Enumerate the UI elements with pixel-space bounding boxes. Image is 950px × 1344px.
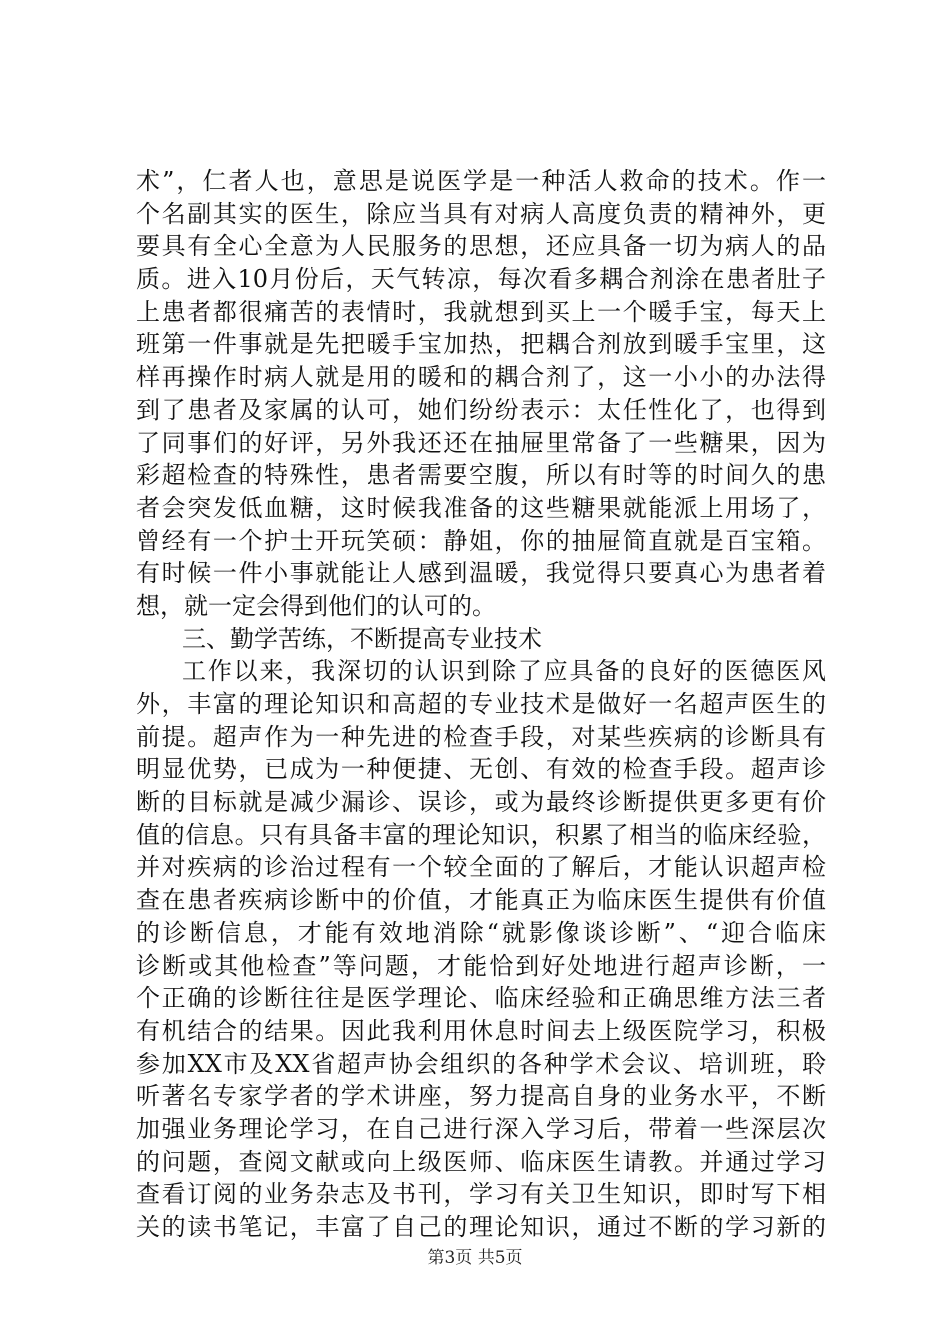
text-line: 诊断或其他检查”等问题，才能恰到好处地进行超声诊断，一 <box>136 951 826 980</box>
text-line: 彩超检查的特殊性，患者需要空腹，所以有时等的时间久的患 <box>136 461 826 490</box>
text-line: 查在患者疾病诊断中的价值，才能真正为临床医生提供有价值 <box>136 886 826 915</box>
text-line: 要具有全心全意为人民服务的思想，还应具备一切为病人的品 <box>136 232 826 261</box>
text-line: 并对疾病的诊治过程有一个较全面的了解后，才能认识超声检 <box>136 853 826 882</box>
text-line: 的问题，查阅文献或向上级医师、临床医生请教。并通过学习 <box>136 1147 826 1176</box>
text-line: 前提。超声作为一种先进的检查手段，对某些疾病的诊断具有 <box>136 722 826 751</box>
text-line: 听著名专家学者的学术讲座，努力提高自身的业务水平，不断 <box>136 1082 826 1111</box>
text-line: 质。进入10月份后，天气转凉，每次看多耦合剂涂在患者肚子 <box>136 265 826 294</box>
text-line: 外，丰富的理论知识和高超的专业技术是做好一名超声医生的 <box>136 690 826 718</box>
text-line: 有时候一件小事就能让人感到温暖，我觉得只要真心为患者着 <box>136 559 826 588</box>
text-line: 样再操作时病人就是用的暖和的耦合剂了，这一小小的办法得 <box>136 363 826 392</box>
paragraph-first-line: 工作以来，我深切的认识到除了应具备的良好的医德医风 <box>182 657 826 686</box>
text-line: 明显优势，已成为一种便捷、无创、有效的检查手段。超声诊 <box>136 755 826 784</box>
text-line: 有机结合的结果。因此我利用休息时间去上级医院学习，积极 <box>136 1016 826 1045</box>
body-text <box>136 165 826 1244</box>
text-line: 班第一件事就是先把暖手宝加热，把耦合剂放到暖手宝里，这 <box>136 330 826 359</box>
text-line: 曾经有一个护士开玩笑硕：静姐，你的抽屉简直就是百宝箱。 <box>136 526 826 555</box>
text-line: 参加XX市及XX省超声协会组织的各种学术会议、培训班，聆 <box>136 1049 826 1078</box>
section-heading: 三、勤学苦练，不断提高专业技术 <box>182 624 542 653</box>
text-line: 查看订阅的业务杂志及书刊，学习有关卫生知识，即时写下相 <box>136 1180 826 1209</box>
text-line: 个名副其实的医生，除应当具有对病人高度负责的精神外，更 <box>136 199 826 228</box>
text-line: 想，就一定会得到他们的认可的。 <box>136 591 496 620</box>
text-line: 到了患者及家属的认可，她们纷纷表示：太任性化了，也得到 <box>136 395 826 424</box>
text-line: 上患者都很痛苦的表情时，我就想到买上一个暖手宝，每天上 <box>136 297 826 326</box>
text-line: 断的目标就是减少漏诊、误诊，或为最终诊断提供更多更有价 <box>136 788 826 817</box>
text-line: 个正确的诊断往往是医学理论、临床经验和正确思维方法三者 <box>136 984 826 1013</box>
text-line: 加强业务理论学习，在自己进行深入学习后，带着一些深层次 <box>136 1114 826 1143</box>
text-line: 术”，仁者人也，意思是说医学是一种活人救命的技术。作一 <box>136 167 826 195</box>
text-line: 者会突发低血糖，这时候我准备的这些糖果就能派上用场了， <box>136 493 826 522</box>
text-line: 的诊断信息，才能有效地消除“就影像谈诊断”、“迎合临床 <box>136 918 826 947</box>
text-line: 了同事们的好评，另外我还还在抽屉里常备了一些糖果，因为 <box>136 428 826 457</box>
page-number-footer: 第3页 共5页 <box>427 1248 523 1268</box>
text-line: 值的信息。只有具备丰富的理论知识，积累了相当的临床经验， <box>136 820 826 849</box>
text-line: 关的读书笔记，丰富了自己的理论知识，通过不断的学习新的 <box>136 1213 826 1241</box>
